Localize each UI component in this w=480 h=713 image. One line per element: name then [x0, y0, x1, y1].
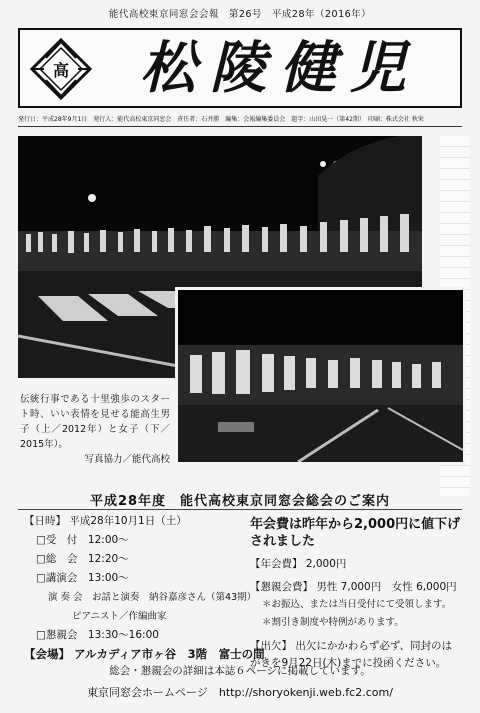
details-note: 総会・懇親会の詳細は本誌６ページに掲載しています。: [109, 665, 371, 677]
schedule-list: [24, 512, 265, 664]
schedule-date: 【日時】 平成28年10月1日（土）: [24, 515, 187, 527]
issue-info: 能代高校東京同窓会会報 第26号 平成28年（2016年）: [108, 9, 372, 20]
fee-info: [250, 512, 462, 672]
notice-title: 平成28年度 能代高校東京同窓会総会のご案内: [89, 494, 391, 509]
annual-fee: 【年会費】 2,000円: [250, 558, 347, 570]
fee-note-discount: ＊割引き制度や特例があります。: [262, 617, 404, 628]
schedule-performance: 演 奏 会 お話と演奏 納谷嘉彦さん（第43期）: [48, 592, 257, 603]
attendance-note: 【出欠】 出欠にかかわらず必ず、同封のはがきを9月22日(木)までに投函ください。: [250, 640, 452, 669]
fee-note-payment: ＊お振込、または当日受付にて受領します。: [262, 599, 452, 610]
schedule-lecture: □講演会 13:00～: [36, 572, 129, 584]
caption-text: 伝統行事である十里強歩のスタート時、いい表情を見せる能高生男子（上／2012年）と女子（下／2015年）。: [20, 394, 170, 450]
crest-text: 高: [52, 61, 70, 80]
school-crest-icon: [30, 38, 92, 100]
notice-divider: [18, 509, 462, 510]
photo-credit: 写真協力／能代高校: [84, 454, 170, 465]
publication-info: 発行日：平成28年9月1日 発行人：能代高校東京同窓会 責任者：石井勝 編集：会報編集委員会 題字：山田晃一（第42期） 印刷：株式会社 秋栄: [18, 114, 462, 127]
homepage-link[interactable]: 東京同窓会ホームページ http://shoryokenji.web.fc2.com/: [87, 686, 393, 699]
photo-caption: [20, 392, 170, 467]
schedule-performer-title: ピアニスト／作編曲家: [72, 611, 167, 622]
party-fee: 【懇親会費】 男性 7,000円 女性 6,000円: [250, 581, 457, 593]
schedule-general-meeting: □総 会 12:20～: [36, 553, 129, 565]
venue: 【会場】 アルカディア市ヶ谷 3階 富士の間: [24, 647, 265, 661]
newsletter-title: 松陵健児: [140, 35, 420, 101]
photo-girls-start: [175, 287, 466, 465]
schedule-reception: □受 付 12:00～: [36, 534, 129, 546]
schedule-reception-party: □懇親会 13:30～16:00: [36, 629, 159, 641]
fee-lead: 年会費は昨年から2,000円に値下げされました: [250, 517, 461, 549]
